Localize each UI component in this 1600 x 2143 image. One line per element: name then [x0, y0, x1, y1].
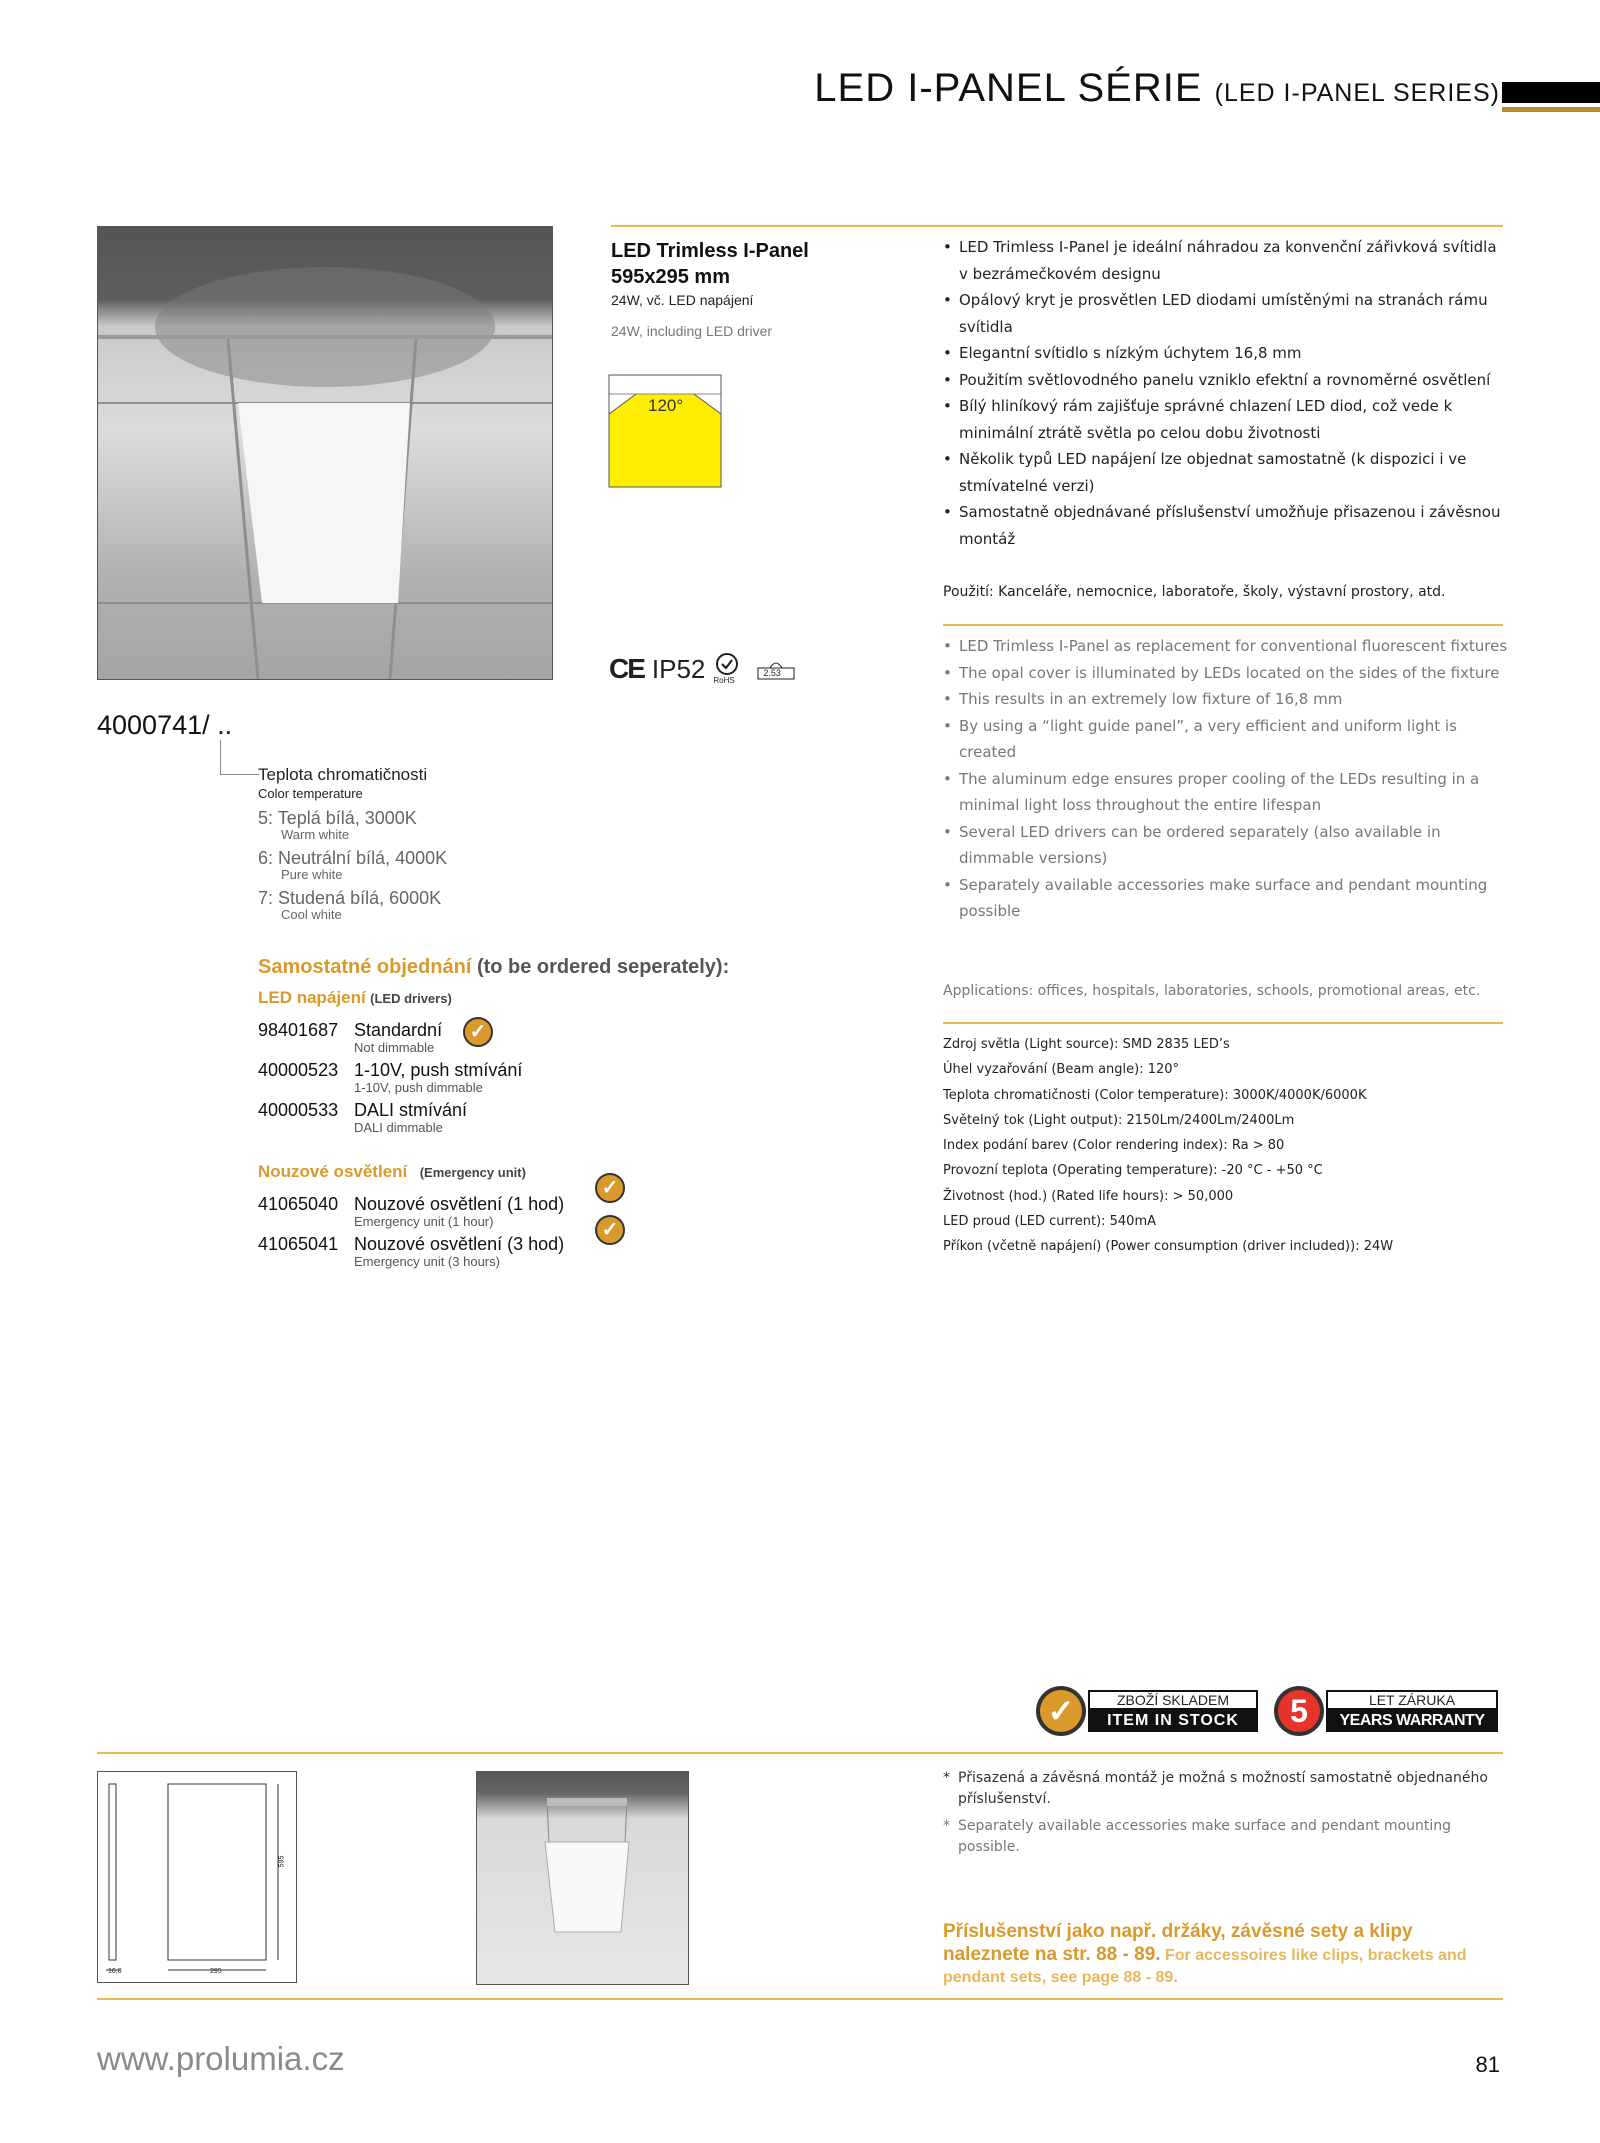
driver-name: Standardní: [354, 1020, 443, 1040]
check-icon: ✓: [463, 1017, 493, 1047]
emergency-name: Nouzové osvětlení (3 hod): [354, 1234, 565, 1254]
product-photo: [97, 226, 553, 680]
spec-item: Životnost (hod.) (Rated life hours): > 50,000: [943, 1188, 1234, 1204]
spec-item: Teplota chromatičnosti (Color temperature): 3000K/4000K/6000K: [943, 1087, 1367, 1103]
feature-item: • Několik typů LED napájení lze objednat samostatně (k dispozici i ve stmívatelné verzi): [943, 446, 1508, 499]
emergency-number: 41065040: [258, 1194, 339, 1214]
driver-number: 40000523: [258, 1060, 339, 1080]
driver-sub: DALI dimmable: [354, 1120, 443, 1135]
beam-angle-label: 120°: [648, 396, 684, 415]
emergency-row: [258, 1234, 565, 1269]
header-bar: [1502, 82, 1600, 103]
color-temp-option: [258, 888, 441, 922]
feature-item: • The opal cover is illuminated by LEDs located on the sides of the fixture: [943, 660, 1508, 687]
order-heading: [258, 956, 729, 979]
product-name-line1: LED Trimless I-Panel: [611, 240, 809, 262]
divider: [943, 624, 1503, 626]
page-title: [814, 66, 1500, 111]
color-temp-title-en: Color temperature: [258, 786, 363, 801]
color-temp-sub: Pure white: [281, 867, 343, 882]
color-temp-sub: Cool white: [281, 907, 342, 922]
asterisk: *: [943, 1770, 950, 1786]
divider: [943, 1022, 1503, 1024]
driver-name: DALI stmívání: [354, 1100, 468, 1120]
color-temp-main: 6: Neutrální bílá, 4000K: [258, 848, 448, 868]
emergency-heading-cz: Nouzové osvětlení: [258, 1162, 408, 1181]
drivers-heading-en: (LED drivers): [370, 991, 452, 1006]
note-cz: [943, 1768, 1503, 1807]
spec-item: Světelný tok (Light output): 2150Lm/2400Lm/2400Lm: [943, 1112, 1295, 1128]
power-cz: 24W, vč. LED napájení: [611, 292, 754, 308]
warranty-badge: [1274, 1686, 1498, 1736]
spec-list: [943, 1032, 1503, 1260]
impact-rating-icon: [757, 658, 795, 680]
emergency-sub: Emergency unit (1 hour): [354, 1214, 494, 1229]
website-link[interactable]: www.prolumia.cz: [97, 2040, 345, 2077]
driver-number: 40000533: [258, 1100, 339, 1120]
divider: [97, 1998, 1503, 2000]
spec-item: Zdroj světla (Light source): SMD 2835 LED’s: [943, 1037, 1230, 1052]
check-icon: ✓: [595, 1215, 625, 1245]
stock-badge: [1036, 1686, 1258, 1736]
color-temp-main: 5: Teplá bílá, 3000K: [258, 808, 417, 828]
accessories-note: [943, 1921, 1503, 1989]
rohs-icon: [713, 652, 741, 686]
rohs-label: RoHS: [713, 676, 735, 685]
accessories-cz: Příslušenství jako např. držáky, závěsné sety a klipy naleznete na str. 88 - 89.: [943, 1921, 1413, 1965]
power-en: 24W, including LED driver: [611, 323, 773, 339]
feature-item: • Separately available accessories make surface and pendant mounting possible: [943, 872, 1508, 925]
stock-label-en: ITEM IN STOCK: [1088, 1710, 1258, 1732]
impact-rating-value: 2.53: [763, 668, 781, 678]
ce-mark-icon: CE: [609, 653, 644, 684]
spec-item: Příkon (včetně napájení) (Power consumption (driver included)): 24W: [943, 1239, 1394, 1255]
spec-item: Provozní teplota (Operating temperature): -20 °C - +50 °C: [943, 1163, 1323, 1179]
color-temp-title: Teplota chromatičnosti: [258, 765, 428, 784]
page-title-sub: (LED I-PANEL SERIES): [1214, 79, 1500, 107]
driver-row: [258, 1100, 468, 1135]
color-temp-main: 7: Studená bílá, 6000K: [258, 888, 442, 908]
code-connector: [220, 740, 259, 775]
driver-sub: Not dimmable: [354, 1040, 435, 1055]
stock-label-cz: ZBOŽÍ SKLADEM: [1088, 1690, 1258, 1710]
feature-item: • Samostatně objednávané příslušenství umožňuje přisazenou i závěsnou montáž: [943, 499, 1508, 552]
dimension-height: 595: [278, 1855, 286, 1868]
emergency-heading-en: (Emergency unit): [419, 1165, 526, 1180]
emergency-heading: [258, 1162, 526, 1182]
feature-item: • LED Trimless I-Panel je ideální náhradou za konvenční zářivková svítidla v bezrámečkovém designu: [943, 234, 1508, 287]
product-name-line2: 595x295 mm: [611, 266, 730, 288]
warranty-label-en: YEARS WARRANTY: [1326, 1710, 1498, 1732]
features-cz: [943, 234, 1508, 552]
feature-item: • Opálový kryt je prosvětlen LED diodami umístěnými na stranách rámu svítidla: [943, 287, 1508, 340]
warranty-number: 5: [1278, 1690, 1320, 1732]
use-en: Applications: offices, hospitals, laboratories, schools, promotional areas, etc.: [943, 983, 1481, 999]
emergency-name: Nouzové osvětlení (1 hod): [354, 1194, 565, 1214]
check-icon: ✓: [1040, 1690, 1082, 1732]
feature-item: • LED Trimless I-Panel as replacement for conventional fluorescent fixtures: [943, 633, 1508, 660]
check-icon: ✓: [595, 1173, 625, 1203]
accessories-en: For accessoires like clips, brackets and pendant sets, see page 88 - 89.: [943, 1947, 1467, 1986]
beam-angle-diagram: [608, 374, 722, 488]
ip-rating: IP52: [651, 653, 706, 684]
product-name: [611, 238, 809, 290]
feature-item: • This results in an extremely low fixture of 16,8 mm: [943, 686, 1508, 713]
certification-row: [609, 652, 795, 686]
divider: [97, 1752, 1503, 1754]
header-accent: [1502, 107, 1600, 112]
driver-row: [258, 1060, 523, 1095]
spec-item: Úhel vyzařování (Beam angle): 120°: [943, 1062, 1180, 1078]
driver-number: 98401687: [258, 1020, 339, 1040]
page-number: 81: [1475, 2052, 1500, 2077]
use-cz: Použití: Kanceláře, nemocnice, laboratoře, školy, výstavní prostory, atd.: [943, 584, 1446, 600]
emergency-number: 41065041: [258, 1234, 339, 1254]
divider: [611, 225, 1503, 227]
technical-drawing: [97, 1771, 297, 1983]
feature-item: • Použitím světlovodného panelu vzniklo efektní a rovnoměrné osvětlení: [943, 367, 1508, 394]
emergency-sub: Emergency unit (3 hours): [354, 1254, 500, 1269]
color-temp-sub: Warm white: [281, 827, 350, 842]
driver-name: 1-10V, push stmívání: [354, 1060, 523, 1080]
product-code: 4000741/ ..: [97, 710, 233, 740]
warranty-label-cz: LET ZÁRUKA: [1326, 1690, 1498, 1710]
drivers-heading: [258, 988, 452, 1008]
driver-sub: 1-10V, push dimmable: [354, 1080, 483, 1095]
features-en: [943, 633, 1508, 925]
asterisk: *: [943, 1818, 950, 1834]
pendant-photo: [476, 1771, 689, 1985]
feature-item: • Several LED drivers can be ordered separately (also available in dimmable versions): [943, 819, 1508, 872]
feature-item: • The aluminum edge ensures proper cooling of the LEDs resulting in a minimal light loss throughout the entire lifespan: [943, 766, 1508, 819]
spec-item: LED proud (LED current): 540mA: [943, 1214, 1157, 1230]
order-heading-en: (to be ordered seperately):: [476, 956, 730, 978]
spec-item: Index podání barev (Color rendering index): Ra > 80: [943, 1138, 1285, 1154]
note-cz-text: Přisazená a závěsná montáž je možná s možností samostatně objednaného příslušenství.: [958, 1770, 1488, 1807]
drivers-heading-cz: LED napájení: [258, 988, 366, 1007]
feature-item: • Bílý hliníkový rám zajišťuje správné chlazení LED diod, což vede k minimální ztrátě světla po celou dobu životnosti: [943, 393, 1508, 446]
driver-row: [258, 1020, 443, 1055]
note-en: [943, 1816, 1503, 1855]
dimension-depth: 16,8: [108, 1968, 122, 1975]
dimension-width: 295: [210, 1968, 222, 1975]
page-title-main: LED I-PANEL SÉRIE: [814, 66, 1203, 110]
feature-item: • Elegantní svítidlo s nízkým úchytem 16,8 mm: [943, 340, 1508, 367]
color-temp-option: [258, 848, 447, 882]
note-en-text: Separately available accessories make surface and pendant mounting possible.: [958, 1818, 1452, 1855]
feature-item: • By using a “light guide panel”, a very efficient and uniform light is created: [943, 713, 1508, 766]
order-heading-cz: Samostatné objednání: [258, 956, 472, 978]
emergency-row: [258, 1194, 565, 1229]
color-temp-option: [258, 808, 417, 842]
